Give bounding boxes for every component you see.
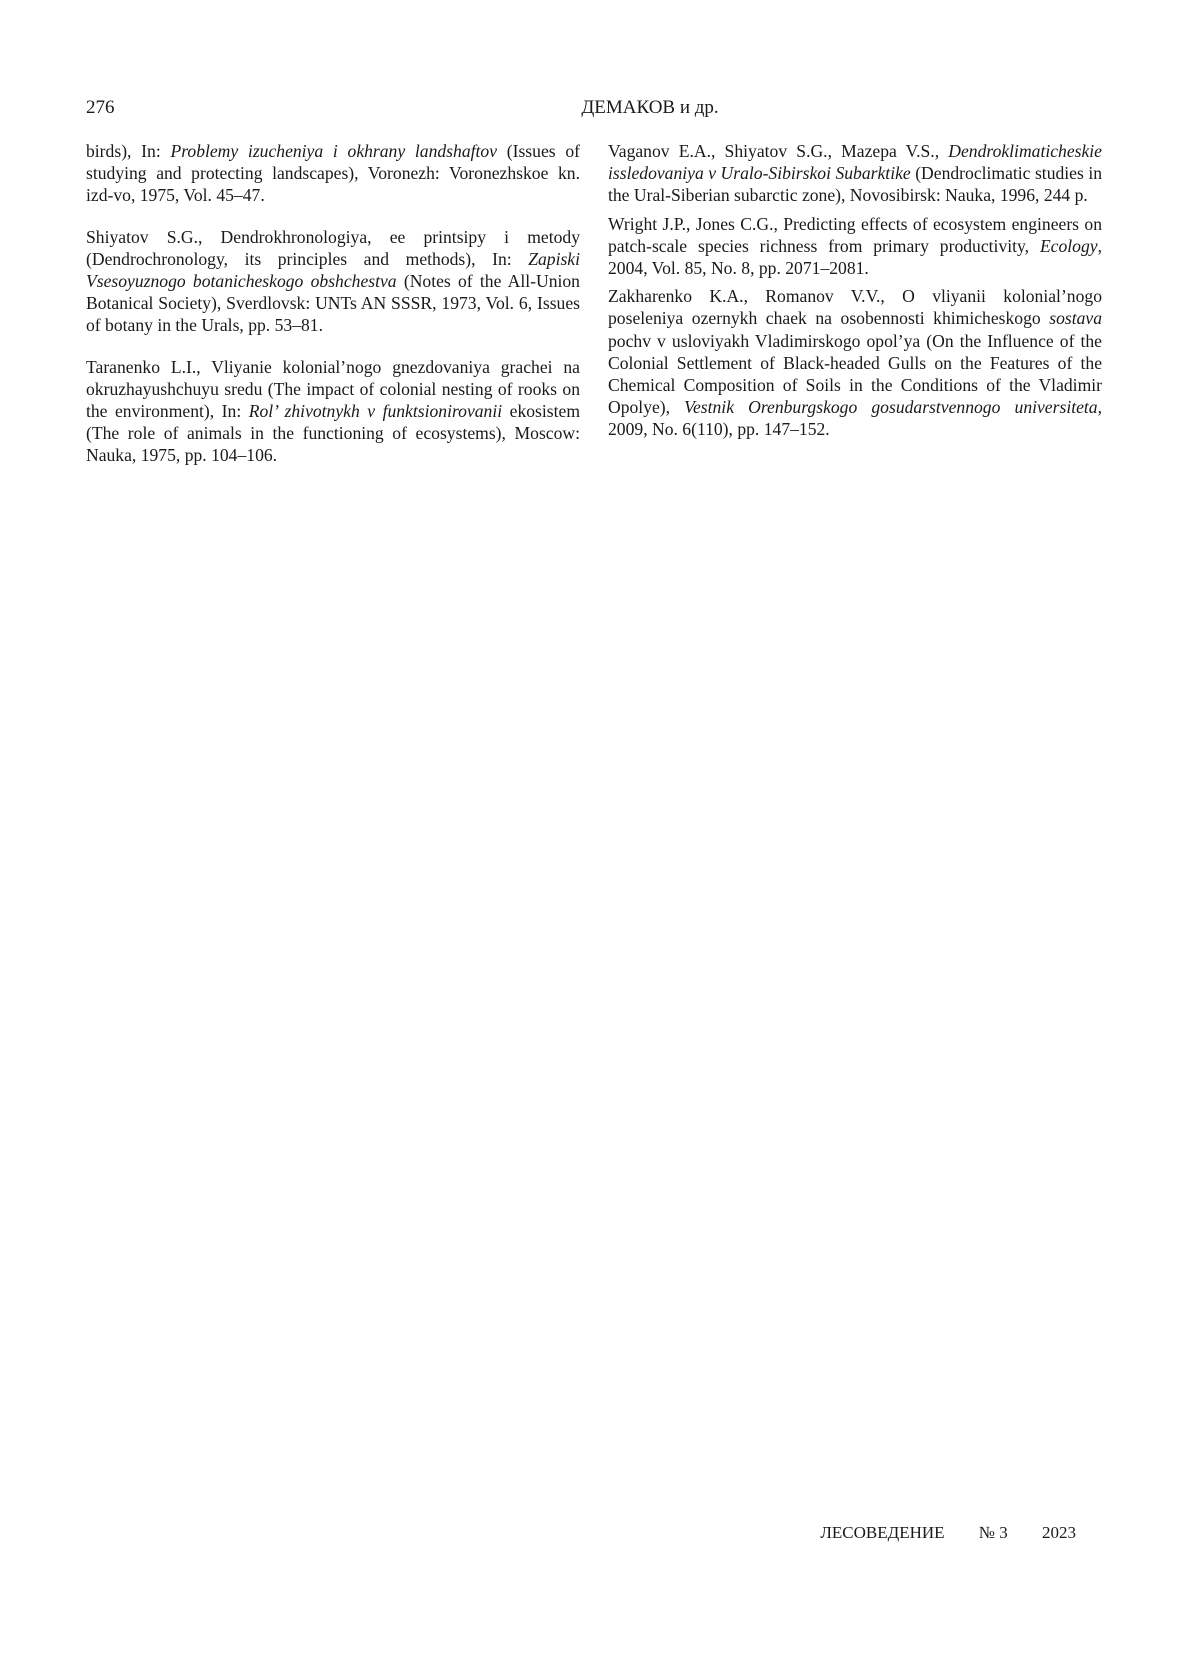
reference-text: Vaganov E.A., Shiyatov S.G., Mazepa V.S., [608, 141, 949, 161]
journal-name: ЛЕСОВЕДЕНИЕ [820, 1523, 945, 1542]
page-number: 276 [86, 97, 115, 118]
reference-title-italic: Vestnik Orenburgskogo gosudarstvennogo universiteta [684, 397, 1098, 418]
reference-text: pochv v usloviyakh Vladimirskogo opol’ya (On the Influence of the Colonial Settlement of Black-headed Gulls on the Features of the Chemical Composition of Soils in the Conditions of the Vladimir Opolye), [608, 330, 1102, 418]
reference-entry [86, 140, 580, 207]
running-title: ДЕМАКОВ и др. [581, 97, 719, 118]
reference-text: (Notes of the All-Union Botanical Society), Sverdlovsk: UNTs AN SSSR, 1973, Vol. 6, Issues of botany in the Urals, pp. 53–81. [86, 271, 580, 336]
reference-text: , 2004, Vol. 85, No. 8, pp. 2071–2081. [608, 235, 1102, 279]
reference-text: (Dendroclimatic studies in the Ural-Siberian subarctic zone), Novosibirsk: Nauka, 1996, 244 p. [608, 163, 1103, 206]
reference-columns [86, 140, 1102, 467]
reference-title-italic: Dendroklimaticheskie issledovaniya v Uralo-Sibirskoi Subarktike [608, 141, 1102, 184]
reference-text: , 2009, No. 6(110), pp. 147–152. [608, 397, 1102, 440]
reference-entry [86, 226, 580, 337]
reference-text: (Issues of studying and protecting landscapes), Voronezh: Voronezhskoe kn. izd-vo, 1975, Vol. 45–47. [86, 141, 580, 206]
reference-text: Wright J.P., Jones C.G., Predicting effects of ecosystem engineers on patch-scale species richness from primary productivity, [608, 213, 1102, 256]
reference-column-right [608, 140, 1102, 467]
reference-column-left [86, 140, 580, 467]
reference-text: birds), In: [86, 141, 171, 161]
reference-entry [608, 140, 1102, 207]
reference-entry [608, 285, 1102, 440]
reference-title-italic: Ecology [1039, 235, 1098, 256]
reference-text: Zakharenko K.A., Romanov V.V., O vliyanii kolonial’nogo poseleniya ozernykh chaek na osobennosti khimicheskogo [608, 286, 1102, 329]
issue-number: № 3 [978, 1523, 1008, 1542]
reference-title-italic: Zapiski Vsesoyuznogo botanicheskogo obshchestva [86, 248, 580, 292]
reference-text: Taranenko L.I., Vliyanie kolonial’nogo gnezdovaniya grachei na okruzhayushchuyu sredu (The impact of colonial nesting of rooks on the environment), In: [86, 356, 580, 422]
reference-entry [86, 356, 580, 467]
reference-text: ekosistem (The role of animals in the functioning of ecosystems), Moscow: Nauka, 1975, pp. 104–106. [86, 401, 580, 466]
page-footer [820, 1522, 1076, 1544]
reference-title-italic: Rol’ zhivotnykh v funktsionirovanii [248, 401, 503, 422]
reference-entry [608, 213, 1102, 280]
reference-title-italic: Problemy izucheniya i okhrany landshaftov [170, 141, 497, 161]
reference-text: Shiyatov S.G., Dendrokhronologiya, ee printsipy i metody (Dendrochronology, its principles and methods), In: [86, 226, 580, 269]
reference-title-italic: sostava [1049, 308, 1102, 329]
issue-year: 2023 [1042, 1523, 1076, 1542]
